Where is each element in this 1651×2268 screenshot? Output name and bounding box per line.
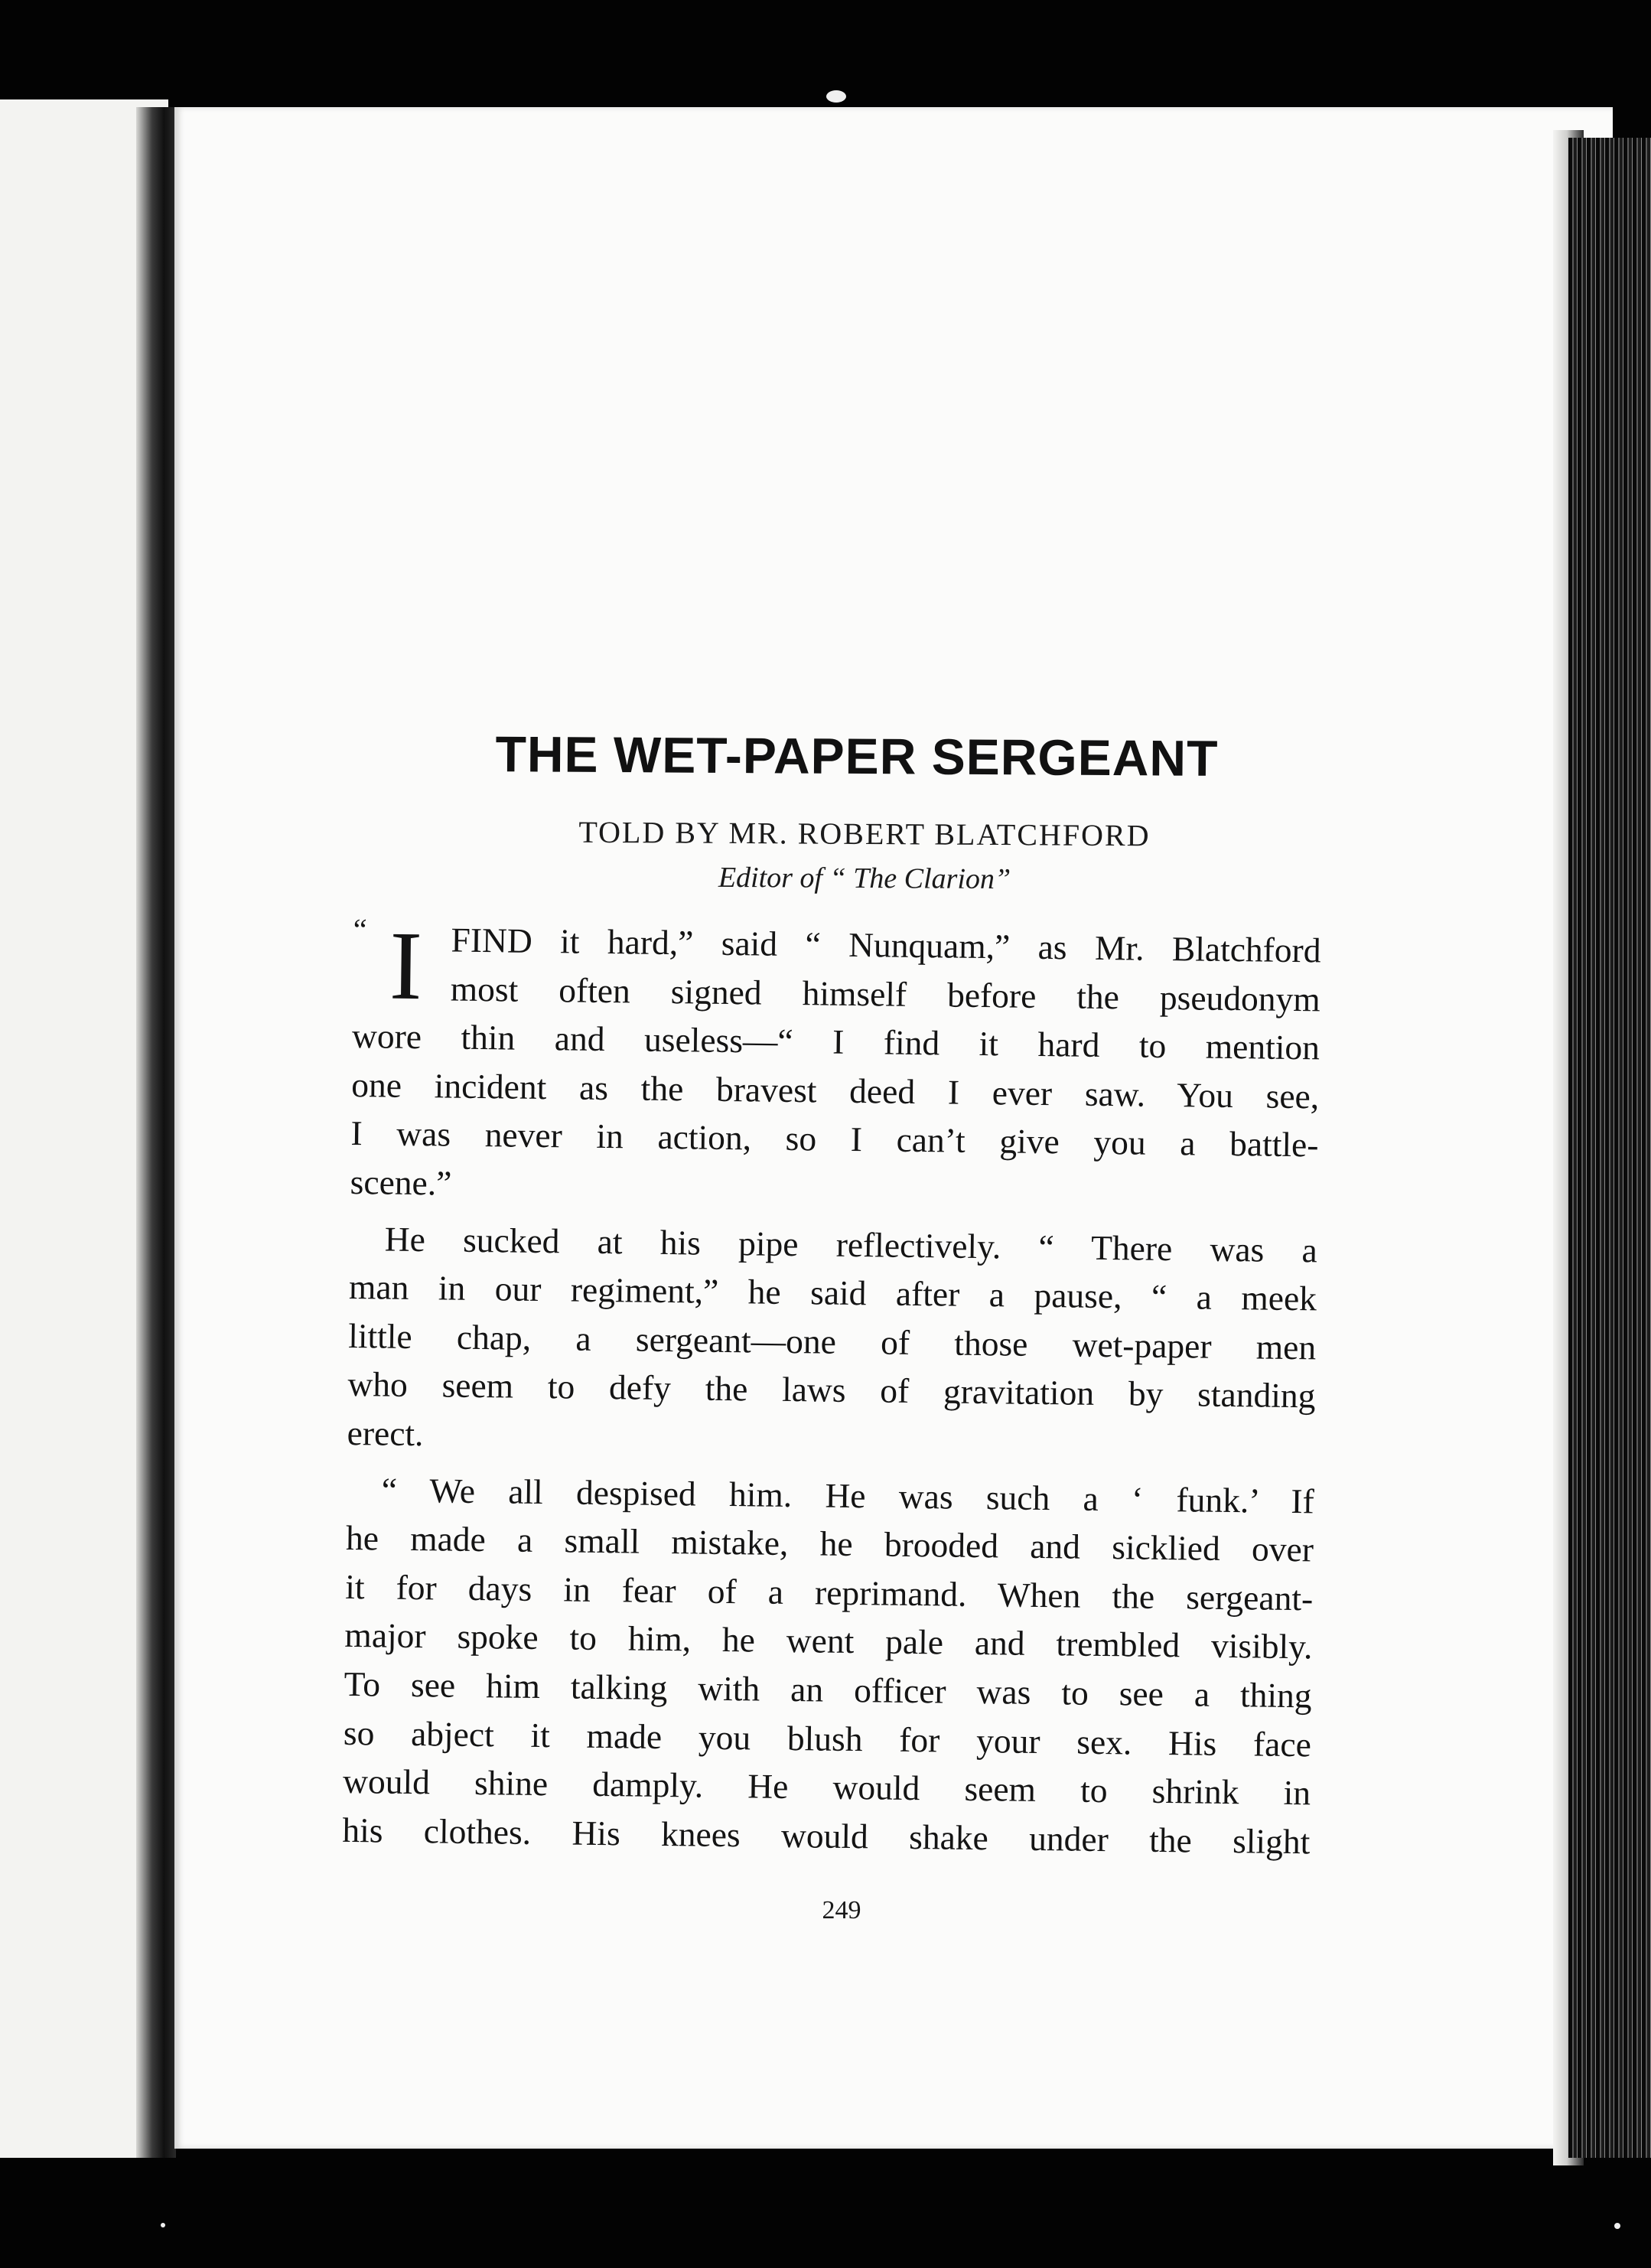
opening-quote-mark: “ xyxy=(353,912,367,947)
article-editor-credit: Editor of “ The Clarion” xyxy=(718,861,1011,896)
body-line: “ We all despised him. He was such a ‘ funk.’ If xyxy=(381,1470,1315,1520)
body-line: one incident as the bravest deed I ever saw. You see, xyxy=(350,1064,1320,1116)
body-line: he made a small mistake, he brooded and sicklied over xyxy=(345,1518,1314,1569)
article-byline: TOLD BY MR. ROBERT BLATCHFORD xyxy=(578,814,1151,853)
drop-cap: I xyxy=(389,911,423,1021)
body-line: so abject it made you blush for your sex. His face xyxy=(343,1712,1312,1764)
stacked-page-edges xyxy=(1568,138,1651,2158)
body-line: I was never in action, so I can’t give you a battle- xyxy=(350,1113,1319,1165)
body-line: To see him talking with an officer was to see a thing xyxy=(344,1664,1312,1716)
article-title: THE WET-PAPER SERGEANT xyxy=(495,725,1219,787)
scan-speck xyxy=(1614,2223,1620,2229)
body-line: it for days in fear of a reprimand. When the sergeant- xyxy=(344,1566,1314,1618)
page-number: 249 xyxy=(822,1896,861,1924)
body-line: wore thin and useless—“ I find it hard to mention xyxy=(351,1016,1320,1067)
scan-speck xyxy=(161,2223,165,2227)
scan-speck xyxy=(826,90,846,103)
body-line: FIND it hard,” said “ Nunquam,” as Mr. Blatchford xyxy=(451,920,1321,970)
article-body xyxy=(342,911,1321,1866)
body-line: scene.” xyxy=(350,1162,452,1203)
body-line: his clothes. His knees would shake under the slight xyxy=(342,1810,1311,1862)
book-gutter xyxy=(136,107,176,2158)
body-line: most often signed himself before the pseudonym xyxy=(450,969,1321,1019)
body-line: man in our regiment,” he said after a pause, “ a meek xyxy=(348,1267,1317,1318)
body-line: He sucked at his pipe reflectively. “ There was a xyxy=(384,1219,1318,1269)
body-line: erect. xyxy=(347,1413,424,1454)
body-line: major spoke to him, he went pale and trembled visibly. xyxy=(344,1615,1313,1667)
body-line: little chap, a sergeant—one of those wet-paper men xyxy=(347,1315,1317,1367)
body-line: would shine damply. He would seem to shrink in xyxy=(342,1761,1311,1813)
body-line: who seem to defy the laws of gravitation by standing xyxy=(347,1364,1316,1416)
